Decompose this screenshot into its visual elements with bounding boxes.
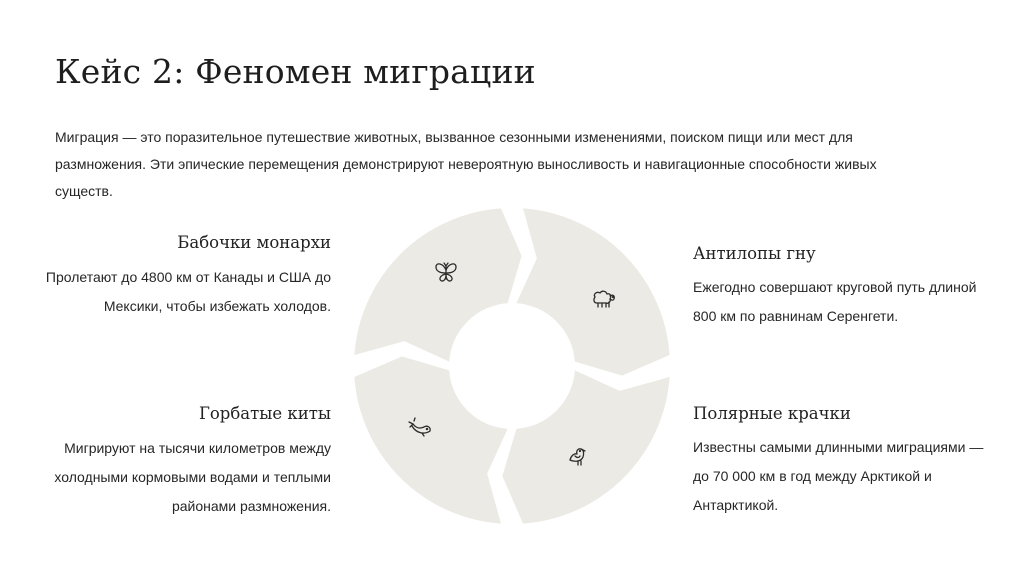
ring-segment-bottom-right: [502, 370, 669, 523]
card-text: Известны самыми длинными миграциями — до 70 000 км в год между Арктикой и Антарктикой.: [693, 439, 984, 513]
card-title: Полярные крачки: [693, 404, 851, 423]
ring-segment-top-left: [354, 208, 521, 361]
ring-segment-top-right: [516, 208, 669, 375]
intro-paragraph: Миграция — это поразительное путешествие животных, вызванное сезонными изменениями, поиском пищи или мест для размножения. Эти эпические перемещения демонстрируют невероятную выносливость и навигационные способности живых существ.: [55, 129, 877, 199]
card-title: Бабочки монархи: [177, 233, 331, 252]
card-title: Горбатые киты: [198, 404, 331, 423]
card-text: Пролетают до 4800 км от Канады и США до Мексики, чтобы избежать холодов.: [45, 269, 331, 314]
page-title: Кейс 2: Феномен миграции: [55, 52, 536, 91]
ring-segment-bottom-left: [354, 356, 507, 523]
cycle-ring: [354, 208, 669, 523]
card-text: Мигрируют на тысячи километров между холодными кормовыми водами и теплыми районами размножения.: [54, 440, 331, 514]
card-title: Антилопы гну: [693, 244, 816, 263]
card-text: Ежегодно совершают круговой путь длиной 800 км по равнинам Серенгети.: [693, 279, 977, 324]
